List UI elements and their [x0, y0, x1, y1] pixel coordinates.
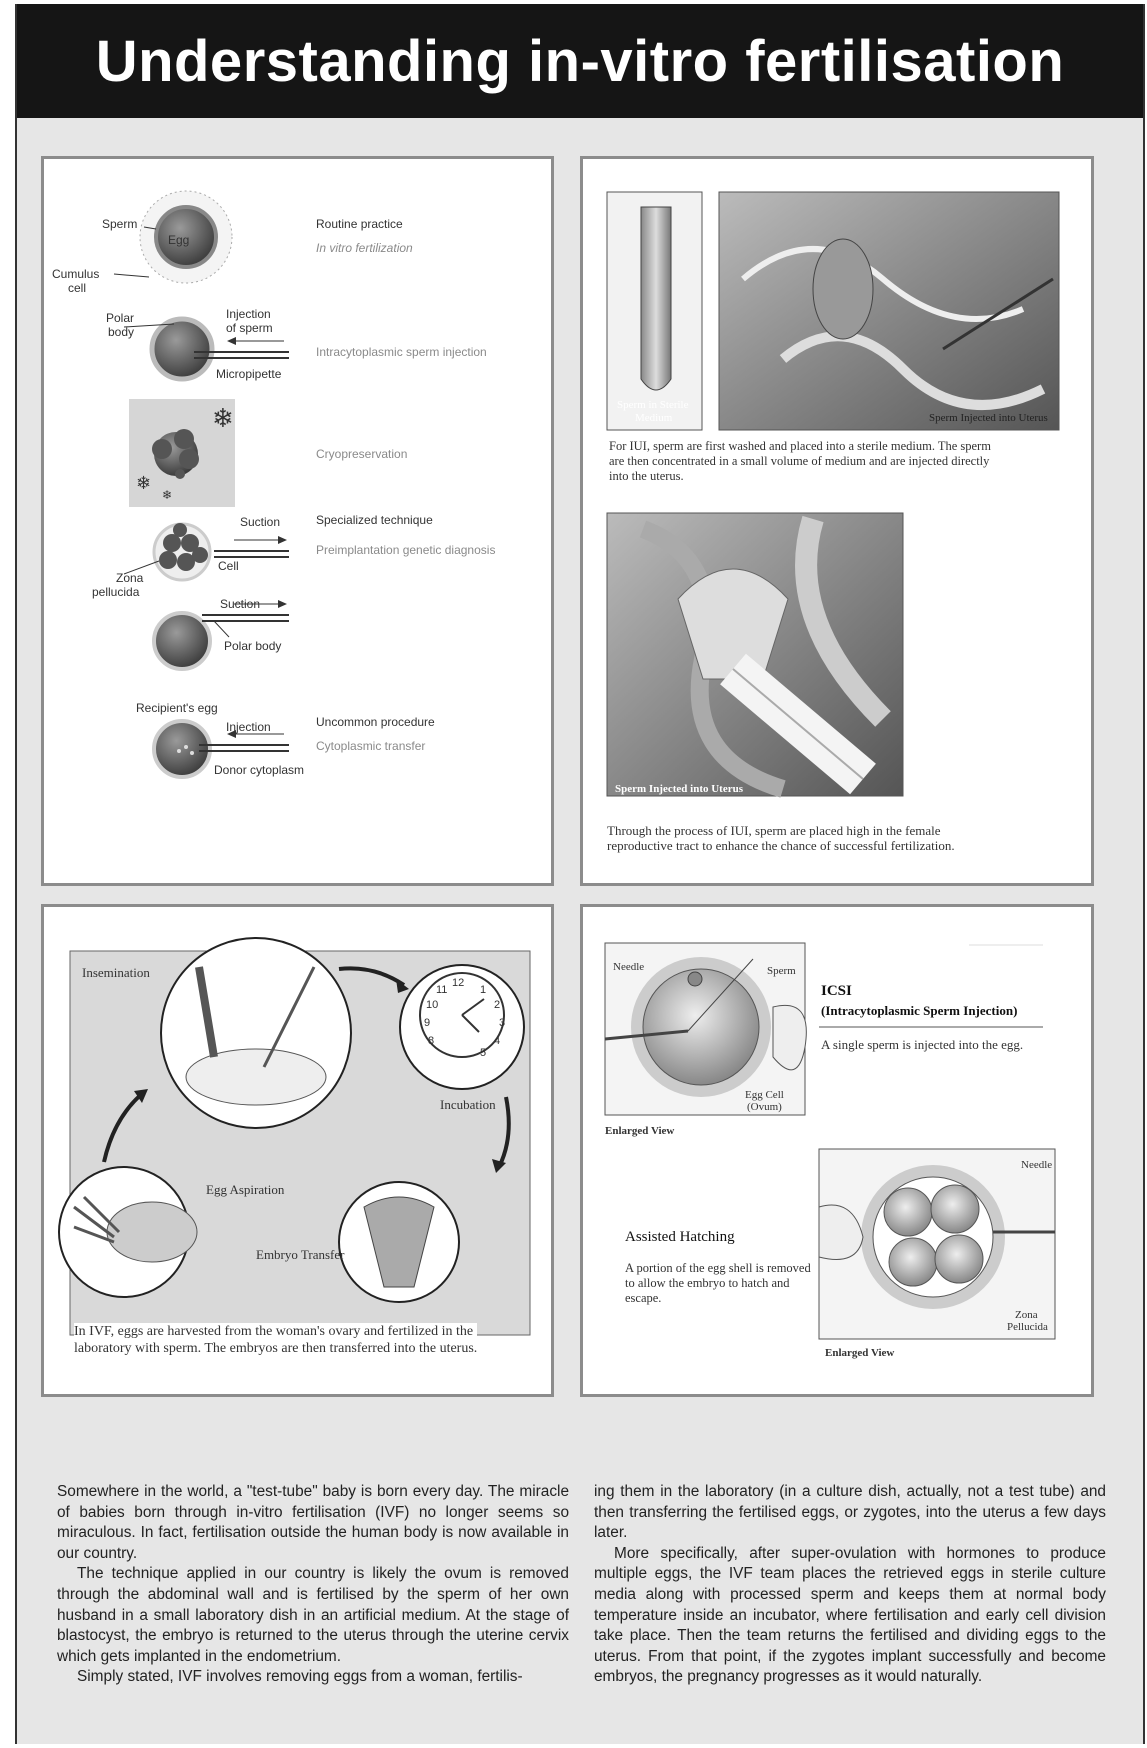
- label-zona: Zona: [116, 571, 144, 585]
- hatching-description-line-1: A portion of the egg shell is removed: [625, 1261, 811, 1275]
- svg-text:❄: ❄: [136, 473, 152, 493]
- label-recipients-egg: Recipient's egg: [136, 701, 218, 715]
- caption-iui-top-line-3: into the uterus.: [609, 469, 684, 483]
- label-polar-body-2: Polar body: [224, 639, 282, 653]
- label-icsi: Intracytoplasmic sperm injection: [316, 345, 487, 359]
- cryopreservation-drawing: [129, 399, 235, 507]
- hatching-description: [625, 1261, 811, 1306]
- pgd-drawing: [124, 523, 289, 580]
- test-tube-drawing: [641, 207, 671, 390]
- clock-numeral-10: 10: [426, 999, 439, 1011]
- label-enlarged-view-2: Enlarged View: [825, 1347, 895, 1359]
- page-title: Understanding in-vitro fertilisation: [95, 28, 1065, 94]
- label-insemination: Insemination: [82, 965, 150, 980]
- label-routine-practice: Routine practice: [316, 217, 403, 231]
- panel-iui: [580, 156, 1094, 886]
- label-of-sperm: of sperm: [226, 321, 273, 335]
- label-needle-2: Needle: [1021, 1159, 1053, 1171]
- label-zona-p4: Zona: [1015, 1309, 1038, 1321]
- label-enlarged-view-1: Enlarged View: [605, 1125, 675, 1137]
- hatching-description-line-3: escape.: [625, 1291, 662, 1305]
- icsi-subtitle: (Intracytoplasmic Sperm Injection): [821, 1003, 1018, 1018]
- label-incubation: Incubation: [440, 1097, 496, 1112]
- caption-iui-bottom-line-2: reproductive tract to enhance the chance of successful fertilization.: [607, 838, 955, 853]
- caption-iui-top-line-2: are then concentrated in a small volume of medium and are injected directly: [609, 454, 990, 468]
- clock-numeral-8: 8: [428, 1035, 435, 1047]
- caption-iui-bottom: [607, 823, 955, 853]
- label-injection: Injection: [226, 720, 271, 734]
- panel-icsi-hatching: [580, 904, 1094, 1397]
- clock-numeral-3: 3: [499, 1017, 506, 1029]
- label-sperm-sterile: Sperm in Sterile: [617, 399, 689, 411]
- hatching-title: Assisted Hatching: [625, 1229, 735, 1245]
- icsi-title: ICSI: [821, 983, 852, 999]
- label-polar: Polar: [106, 311, 135, 325]
- caption-iui-bottom-line-1: Through the process of IUI, sperm are placed high in the female: [607, 823, 941, 838]
- article-paragraph-4: ing them in the laboratory (in a culture dish, actually, not a test tube) and then transferring the fertilised eggs, or zygotes, into the uterus a few days later.: [594, 1483, 1106, 1542]
- caption-ivf: [74, 1323, 477, 1357]
- hatching-description-line-2: to allow the embryo to hatch and: [625, 1276, 790, 1290]
- label-needle: Needle: [613, 961, 645, 973]
- clock-numeral-2: 2: [494, 999, 501, 1011]
- svg-text:❄: ❄: [162, 488, 173, 502]
- label-suction-2: Suction: [220, 597, 261, 611]
- article-paragraph-5: More specifically, after super-ovulation with hormones to produce multiple eggs, the IVF team places the retrieved eggs in sterile culture media along with processed sperm and keeps them at normal body temperature inside an incubator, where fertilisation and early cell division take place. Then the team returns the fertilised and dividing eggs to the uterus. From that point, if the zygotes implant successfully and become embryos, the pregnancy progresses as it would naturally.: [594, 1544, 1106, 1686]
- article-column-1: [57, 1482, 569, 1688]
- clock-numeral-12: 12: [452, 977, 465, 989]
- label-polar-body: body: [108, 325, 135, 339]
- label-micropipette: Micropipette: [216, 367, 282, 381]
- svg-text:❄: ❄: [212, 403, 234, 433]
- label-pellucida-p4: Pellucida: [1007, 1321, 1048, 1333]
- label-specialized: Specialized technique: [316, 513, 433, 527]
- clock-numeral-1: 1: [480, 984, 487, 996]
- uterus-cross-section-drawing: [719, 192, 1059, 430]
- label-cytoplasmic: Cytoplasmic transfer: [316, 739, 426, 753]
- label-injection-of: Injection: [226, 307, 271, 321]
- label-pgd: Preimplantation genetic diagnosis: [316, 543, 496, 557]
- label-egg: Egg: [168, 233, 190, 247]
- label-cumulus: Cumulus: [52, 267, 100, 281]
- label-donor-cytoplasm: Donor cytoplasm: [214, 763, 305, 777]
- label-cryopreservation: Cryopreservation: [316, 447, 408, 461]
- label-sperm-injected-bottom: Sperm Injected into Uterus: [615, 783, 744, 795]
- label-egg-aspiration: Egg Aspiration: [206, 1182, 285, 1197]
- title-bar: [17, 4, 1143, 118]
- clock-numeral-4: 4: [494, 1035, 501, 1047]
- label-uncommon: Uncommon procedure: [316, 715, 435, 729]
- label-cumulus-cell: cell: [68, 281, 87, 295]
- article-paragraph-3: Simply stated, IVF involves removing eggs from a woman, fertilis-: [77, 1668, 523, 1686]
- article-column-2: [594, 1482, 1106, 1688]
- label-pellucida: pellucida: [92, 585, 140, 599]
- icsi-description: A single sperm is injected into the egg.: [821, 1037, 1024, 1052]
- label-cell: Cell: [218, 559, 239, 573]
- article-paragraph-1: Somewhere in the world, a "test-tube" baby is born every day. The miracle of babies born through in-vitro fertilisation (IVF) no longer seems so miraculous. In fact, fertilisation outside the human body is now available in our country.: [57, 1483, 569, 1562]
- panel-ivf-techniques: [41, 156, 554, 886]
- clock-numeral-9: 9: [424, 1017, 431, 1029]
- caption-iui-top: [609, 439, 991, 484]
- label-medium: Medium: [635, 412, 673, 424]
- caption-iui-top-line-1: For IUI, sperm are first washed and placed into a sterile medium. The sperm: [609, 439, 991, 453]
- label-egg-cell: Egg Cell: [745, 1089, 784, 1101]
- label-sperm-injected-top: Sperm Injected into Uterus: [929, 412, 1048, 424]
- panel-ivf-cycle: [41, 904, 554, 1397]
- label-embryo-transfer: Embryo Transfer: [256, 1247, 345, 1262]
- label-sperm-icsi: Sperm: [767, 965, 796, 977]
- clock-numeral-5: 5: [480, 1047, 487, 1059]
- label-sperm: Sperm: [102, 217, 138, 231]
- caption-ivf-line-1: In IVF, eggs are harvested from the woman's ovary and fertilized in the: [74, 1324, 474, 1339]
- caption-ivf-line-2: laboratory with sperm. The embryos are then transferred into the uterus.: [74, 1341, 478, 1356]
- iui-illustration: [583, 159, 1094, 886]
- article-paragraph-2: The technique applied in our country is likely the ovum is removed through the abdominal wall and is fertilised by the sperm of her own husband in a small laboratory dish in an artificial medium. At the stage of blastocyst, the embryo is returned to the uterus through the uterine cervix which gets implanted in the endometrium.: [57, 1565, 569, 1665]
- label-ovum: (Ovum): [747, 1101, 782, 1113]
- clock-numeral-11: 11: [436, 984, 448, 996]
- label-suction-1: Suction: [240, 515, 281, 529]
- label-in-vitro: In vitro fertilization: [316, 241, 413, 255]
